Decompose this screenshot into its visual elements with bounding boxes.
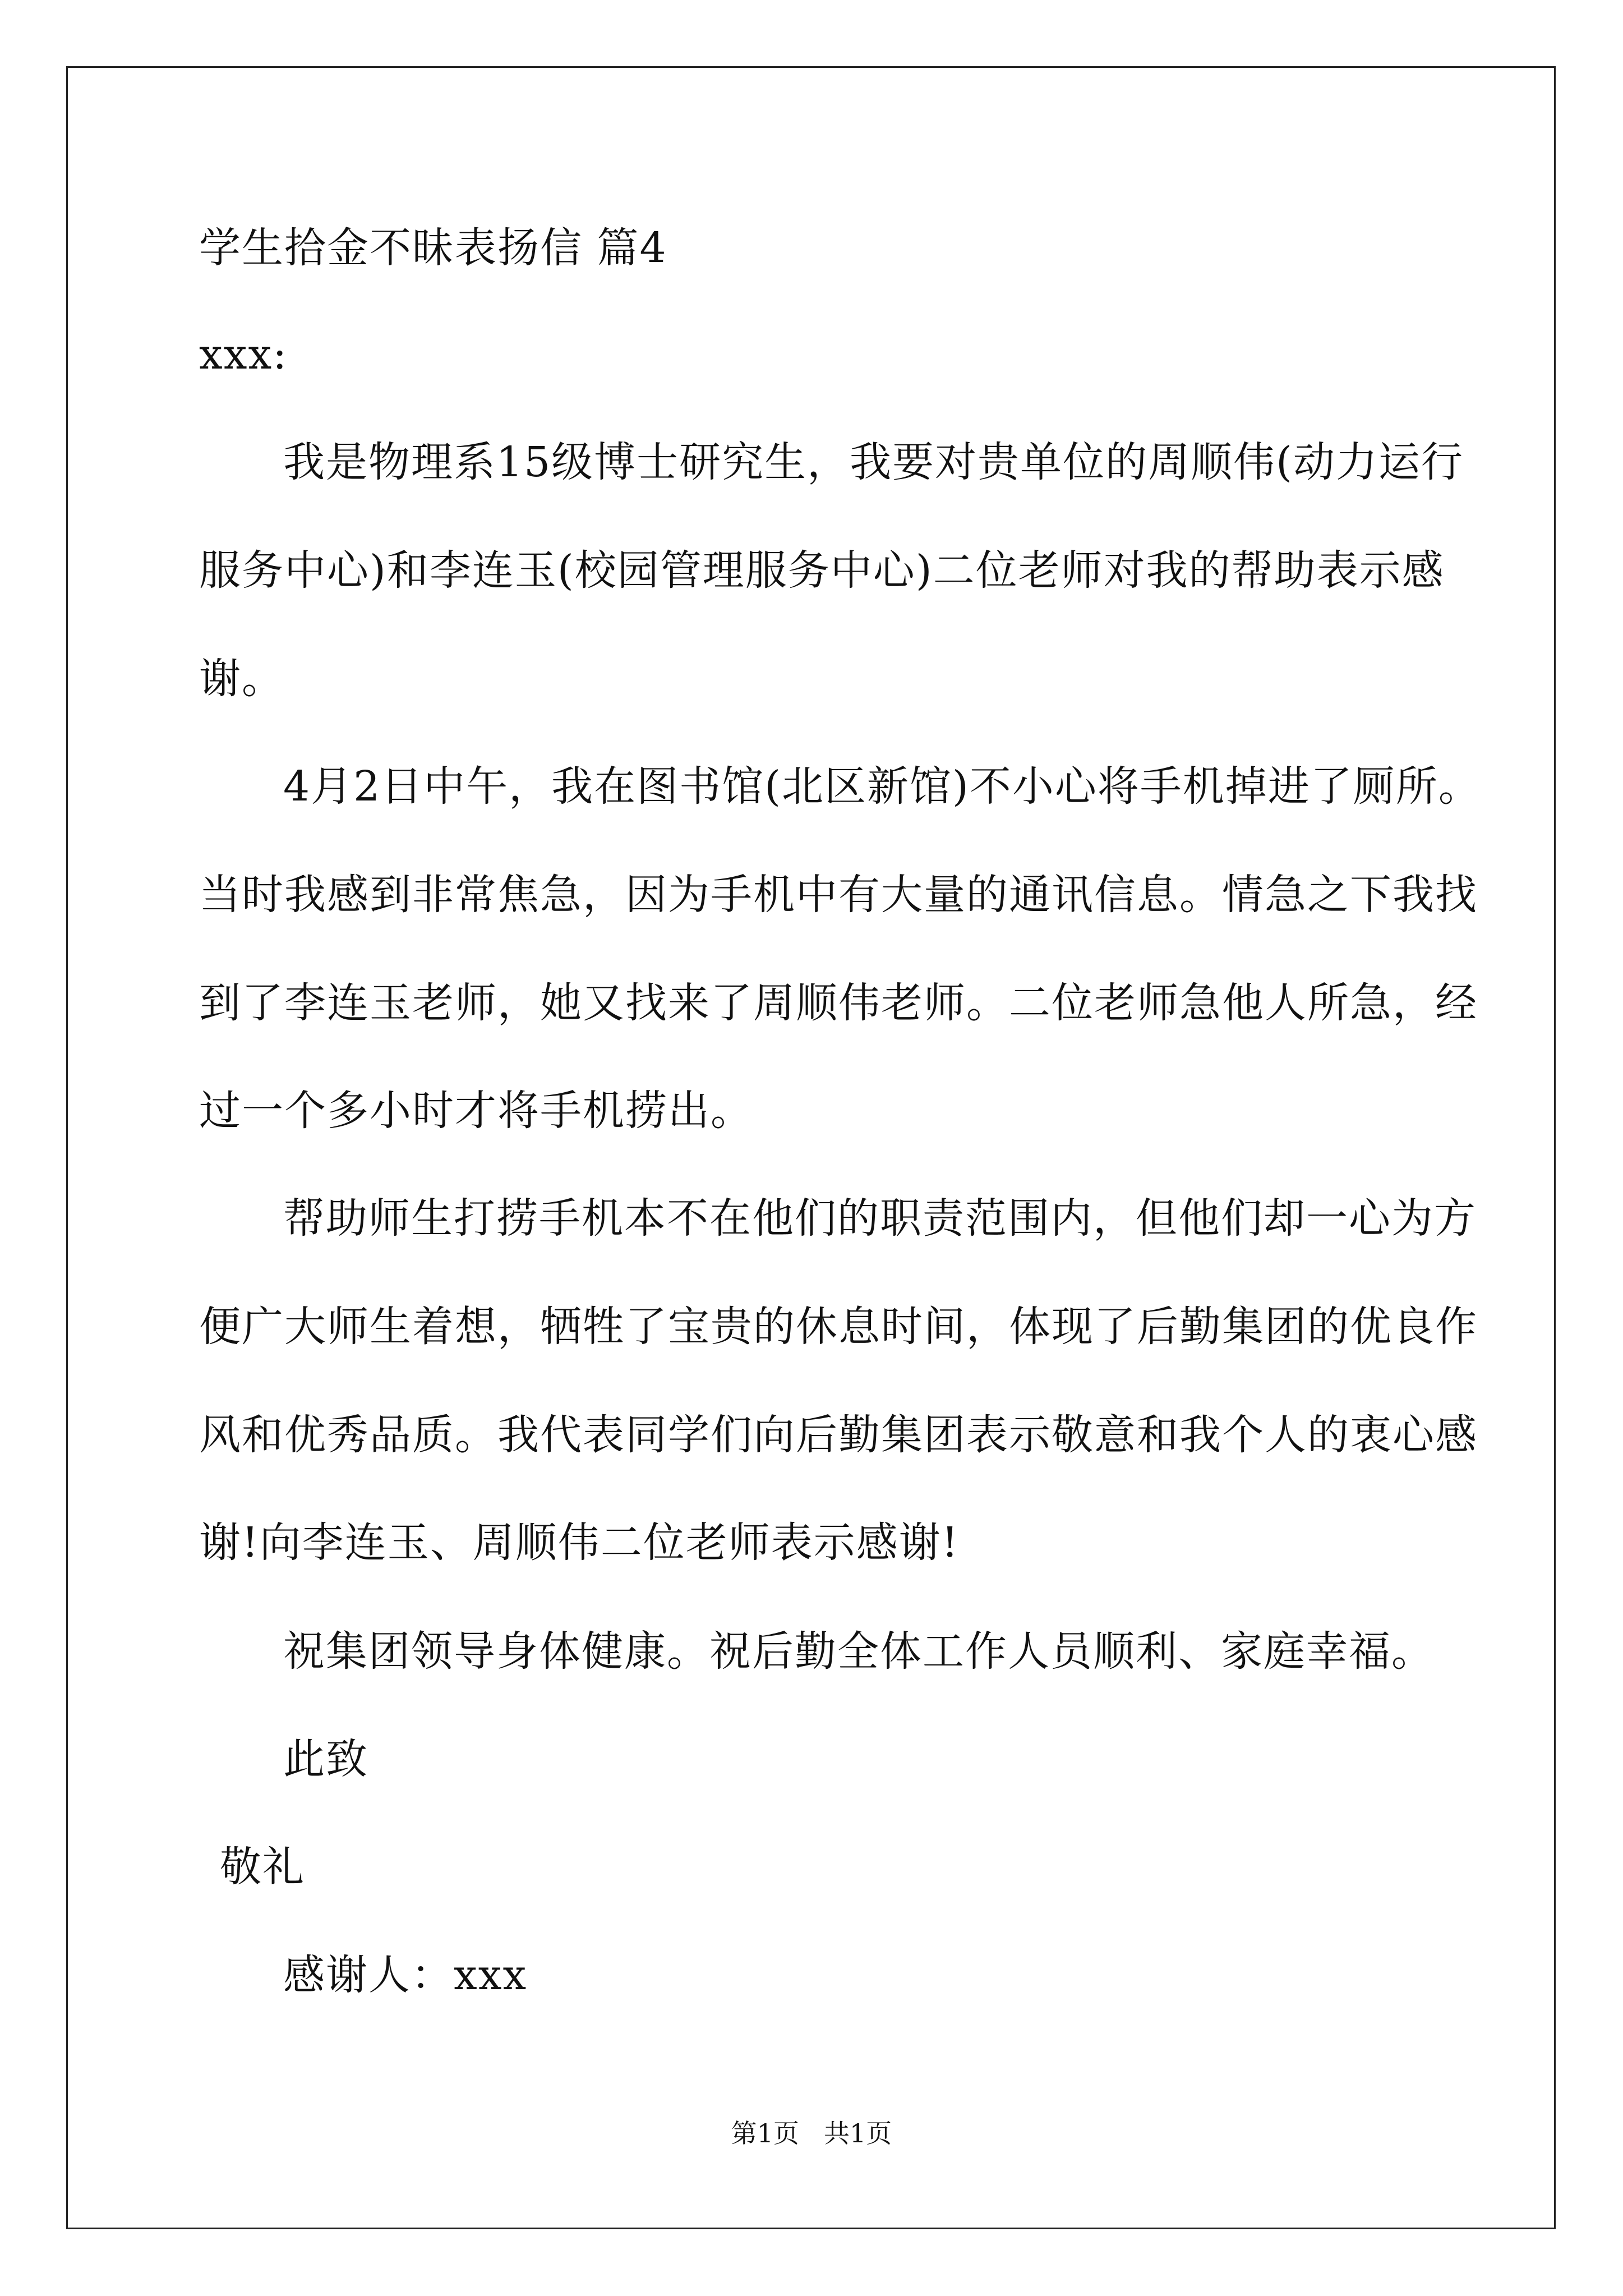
closing-phrase-1: 此致 — [283, 1735, 368, 1783]
paragraph-3-line-3: 风和优秀品质。我代表同学们向后勤集团表示敬意和我个人的衷心感 — [199, 1411, 1478, 1459]
paragraph-1-line-2: 服务中心)和李连玉(校园管理服务中心)二位老师对我的帮助表示感 — [199, 546, 1445, 595]
document-title: 学生拾金不昧表扬信 篇4 — [199, 224, 667, 272]
page-total: 共1页 — [824, 2118, 892, 2148]
signature: 感谢人：xxx — [283, 1951, 528, 1999]
paragraph-4-line-1: 祝集团领导身体健康。祝后勤全体工作人员顺利、家庭幸福。 — [283, 1627, 1434, 1676]
page-current: 第1页 — [731, 2118, 799, 2148]
paragraph-1-line-3: 谢。 — [199, 655, 284, 703]
paragraph-2-line-4: 过一个多小时才将手机捞出。 — [199, 1087, 753, 1135]
page-footer — [0, 2116, 1623, 2150]
closing-phrase-2: 敬礼 — [220, 1843, 305, 1891]
paragraph-2-line-2: 当时我感到非常焦急，因为手机中有大量的通讯信息。情急之下我找 — [199, 871, 1478, 919]
page-border — [66, 66, 1556, 2229]
paragraph-3-line-4: 谢!向李连玉、周顺伟二位老师表示感谢! — [199, 1519, 960, 1567]
paragraph-1-line-1: 我是物理系15级博士研究生，我要对贵单位的周顺伟(动力运行 — [283, 438, 1464, 486]
paragraph-3-line-2: 便广大师生着想，牺牲了宝贵的休息时间，体现了后勤集团的优良作 — [199, 1303, 1478, 1351]
paragraph-2-line-3: 到了李连玉老师，她又找来了周顺伟老师。二位老师急他人所急，经 — [199, 979, 1478, 1027]
paragraph-3-line-1: 帮助师生打捞手机本不在他们的职责范围内，但他们却一心为方 — [283, 1194, 1477, 1243]
salutation: xxx: — [199, 330, 288, 379]
paragraph-2-line-1: 4月2日中午，我在图书馆(北区新馆)不小心将手机掉进了厕所。 — [283, 762, 1481, 811]
